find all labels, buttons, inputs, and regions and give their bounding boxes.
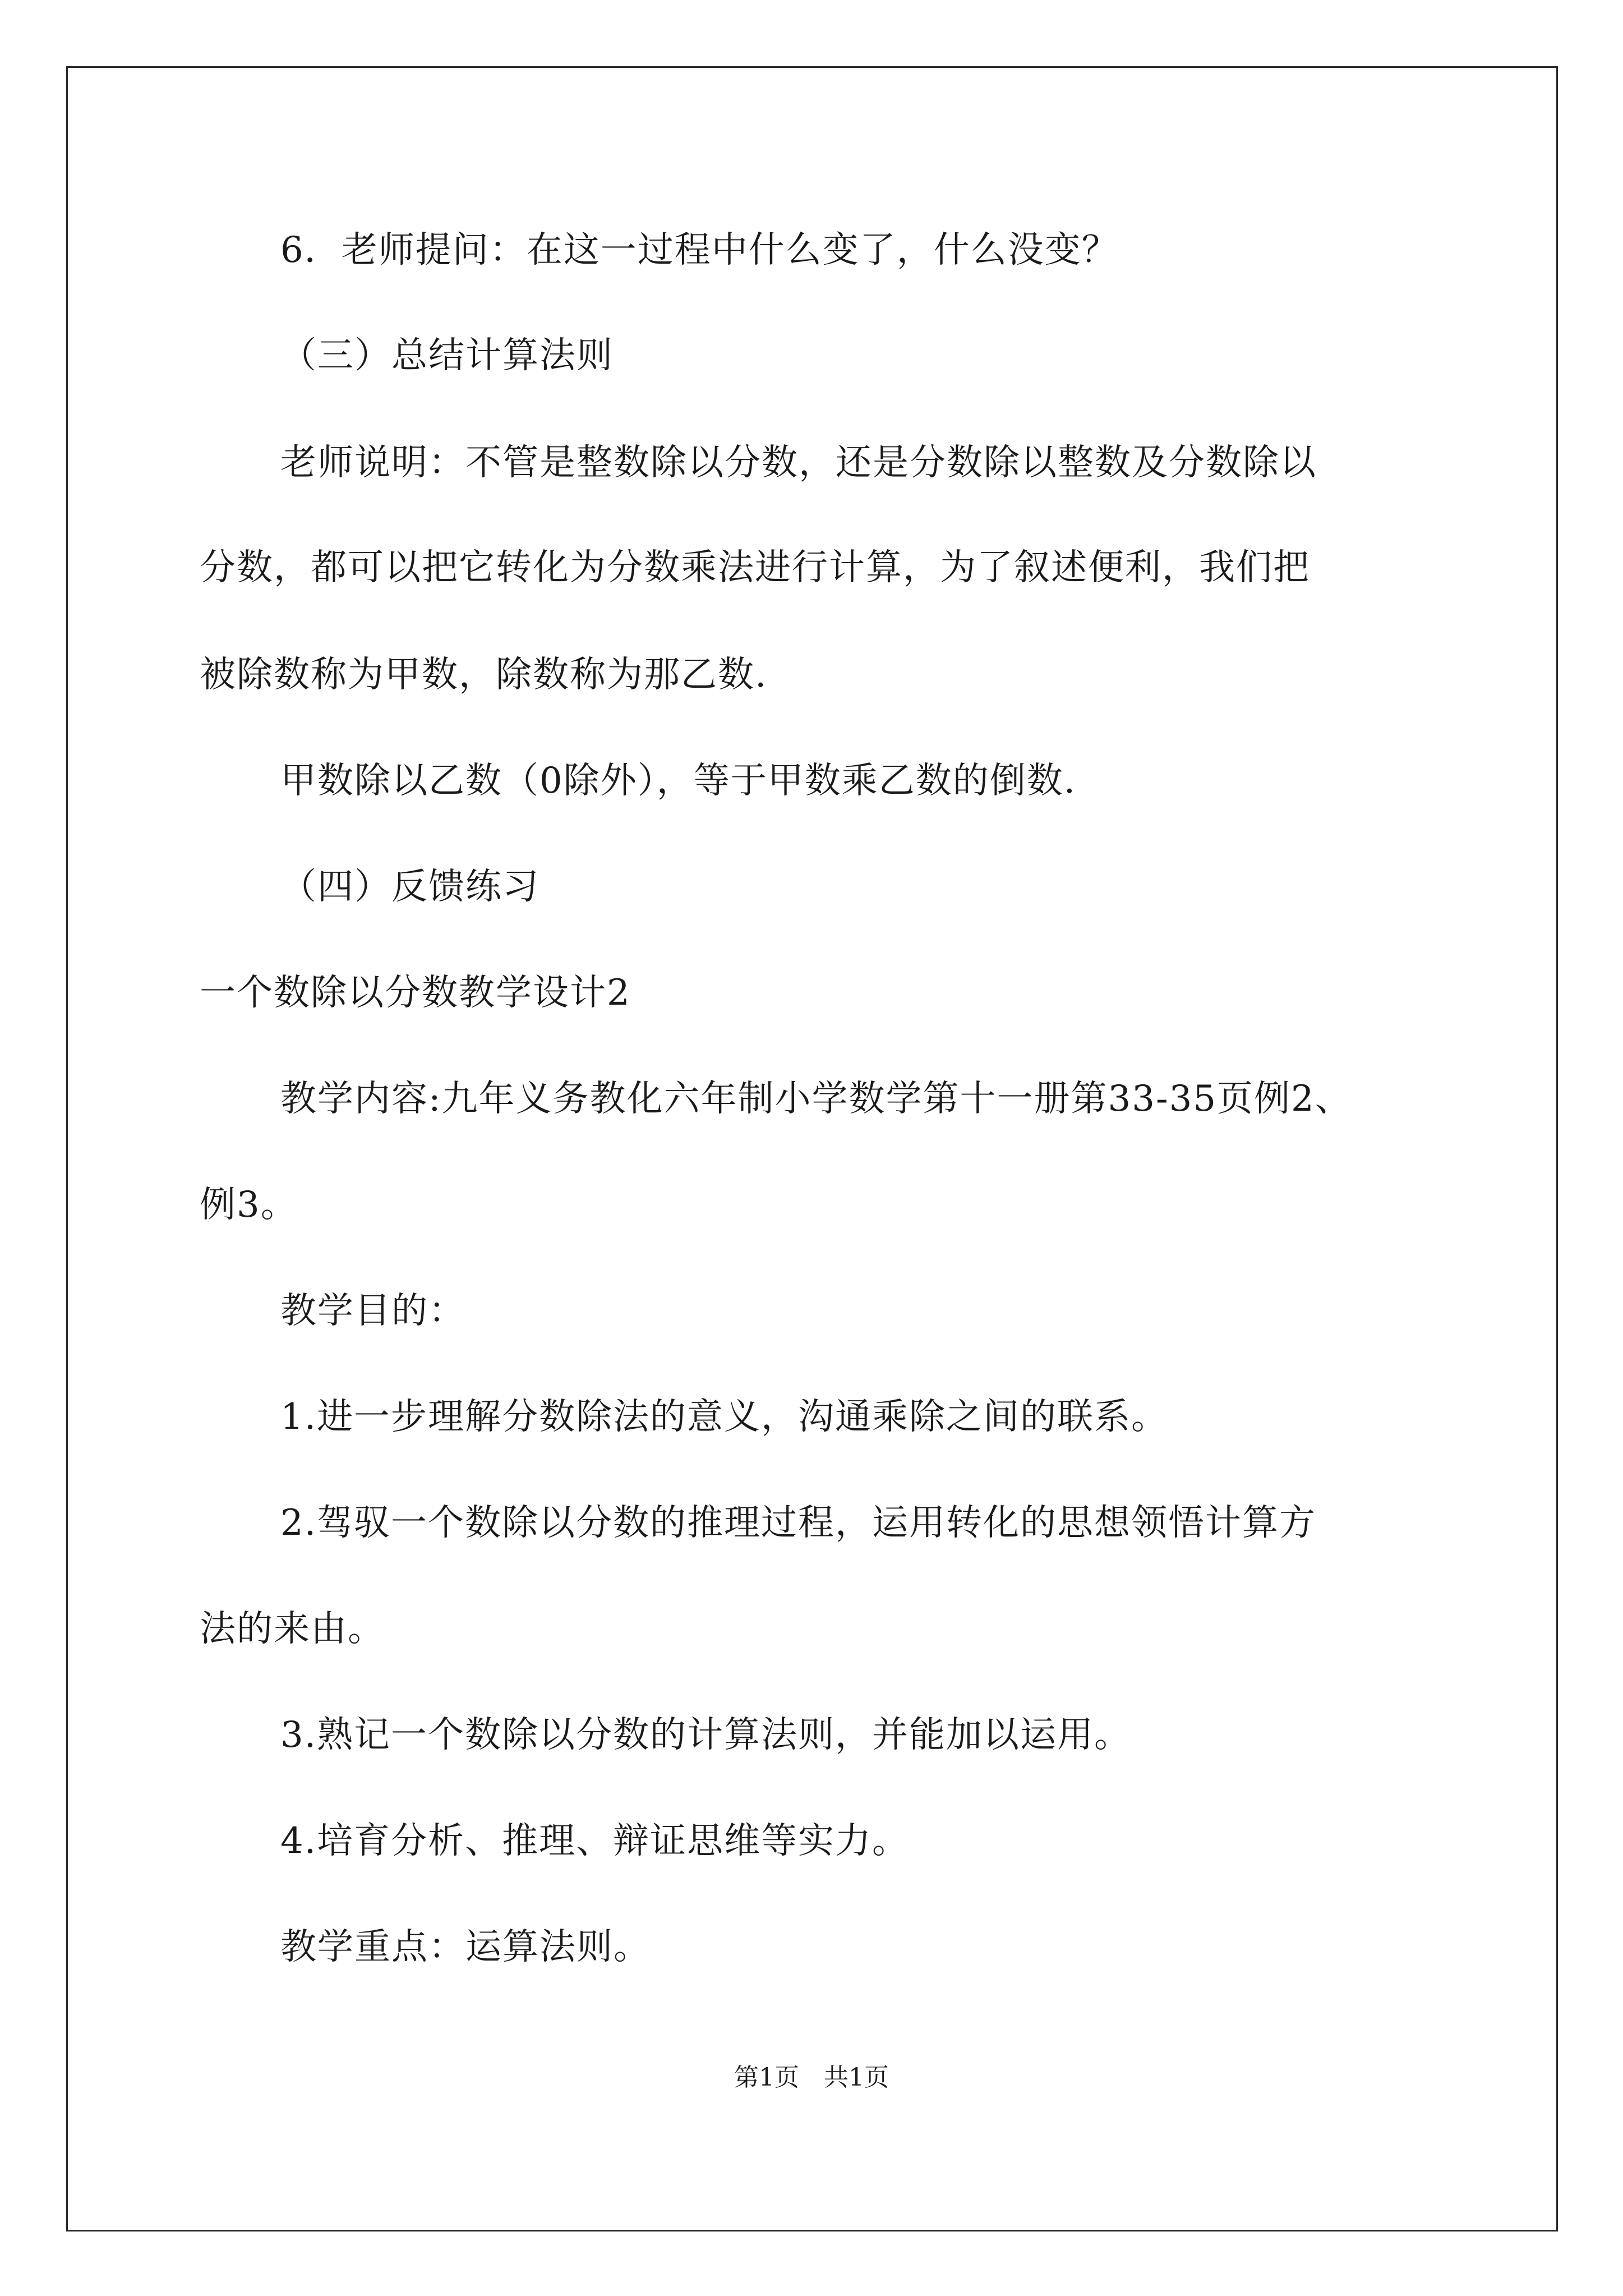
paragraph-line: 甲数除以乙数（0除外），等于甲数乘乙数的倒数. xyxy=(280,760,1077,802)
paragraph-line: 教学内容:九年义务教化六年制小学数学第十一册第33-35页例2、 xyxy=(280,1078,1352,1120)
paragraph-line: 老师说明：不管是整数除以分数，还是分数除以整数及分数除以 xyxy=(280,442,1317,484)
document-title: 一个数除以分数教学设计2 xyxy=(200,972,631,1014)
list-item: 1.进一步理解分数除法的意义，沟通乘除之间的联系。 xyxy=(280,1396,1169,1438)
page-border xyxy=(66,66,1558,2231)
list-item: 3.熟记一个数除以分数的计算法则，并能加以运用。 xyxy=(280,1714,1132,1756)
section-heading: （三）总结计算法则 xyxy=(280,335,614,376)
paragraph-line: 例3。 xyxy=(200,1184,298,1226)
section-heading: （四）反馈练习 xyxy=(280,866,540,908)
paragraph-line: 法的来由。 xyxy=(200,1608,385,1650)
page-footer: 第1页 共1页 xyxy=(734,2063,889,2092)
paragraph-line: 分数，都可以把它转化为分数乘法进行计算，为了叙述便利，我们把 xyxy=(200,547,1310,588)
list-item: 4.培育分析、推理、辩证思维等实力。 xyxy=(280,1820,910,1862)
list-item: 2.驾驭一个数除以分数的推理过程，运用转化的思想领悟计算方 xyxy=(280,1502,1317,1544)
paragraph-line: 教学目的： xyxy=(280,1290,465,1332)
paragraph-line: 6．老师提问：在这一过程中什么变了，什么没变？ xyxy=(280,229,1119,271)
paragraph-line: 教学重点：运算法则。 xyxy=(280,1926,651,1968)
paragraph-line: 被除数称为甲数，除数称为那乙数. xyxy=(200,654,768,696)
